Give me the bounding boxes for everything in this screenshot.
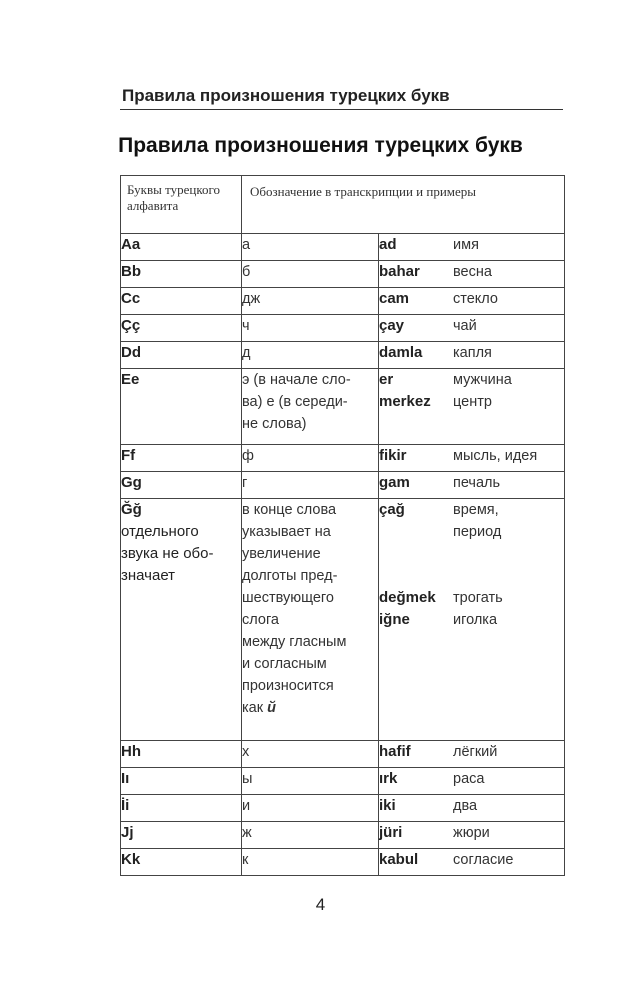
example-word: hafif <box>379 743 411 760</box>
example-translation: весна <box>453 264 492 280</box>
transcription-cell <box>242 795 379 822</box>
example-line <box>379 391 564 413</box>
table-row <box>121 499 565 741</box>
example-translation <box>453 499 502 540</box>
example-translation: жюри <box>453 825 490 841</box>
example-word: kabul <box>379 851 419 868</box>
letter-cell <box>121 499 242 741</box>
example-line <box>379 795 564 817</box>
table-header-row <box>121 176 565 234</box>
transcription-line <box>242 675 378 697</box>
transcription-cell <box>242 472 379 499</box>
letter-note-line: значает <box>121 567 176 584</box>
example-word: fikir <box>379 447 407 464</box>
transcription-cell <box>242 445 379 472</box>
letter-cell <box>121 822 242 849</box>
letter-cell <box>121 234 242 261</box>
transcription-cell <box>242 234 379 261</box>
table-row <box>121 288 565 315</box>
letter: Iı <box>121 770 130 787</box>
letter-cell <box>121 369 242 445</box>
table-row <box>121 261 565 288</box>
letter-cell <box>121 288 242 315</box>
translation-line: время, <box>453 502 499 518</box>
translation-line: период <box>453 524 502 540</box>
example-translation: иголка <box>453 612 498 628</box>
transcription-cell <box>242 342 379 369</box>
table-row <box>121 234 565 261</box>
examples-cell <box>379 472 565 499</box>
example-translation: лёгкий <box>453 744 498 760</box>
running-head: Правила произношения турецких букв <box>122 86 450 105</box>
transcription-line <box>242 499 378 521</box>
example-word: ırk <box>379 770 398 787</box>
examples-cell <box>379 315 565 342</box>
transcription-text: шествующего <box>242 590 334 606</box>
example-word: gam <box>379 474 410 491</box>
example-line <box>379 768 564 790</box>
transcription-cell <box>242 288 379 315</box>
letter: Ee <box>121 371 140 388</box>
letter-cell <box>121 261 242 288</box>
table-row <box>121 849 565 876</box>
example-line <box>379 445 564 467</box>
examples-cell <box>379 822 565 849</box>
example-line <box>379 609 564 631</box>
transcription-line <box>242 565 378 587</box>
transcription-text: б <box>242 264 251 280</box>
examples-cell <box>379 445 565 472</box>
transcription-cell <box>242 741 379 768</box>
letter-cell <box>121 795 242 822</box>
transcription-text: как <box>242 700 268 716</box>
letter: Hh <box>121 743 141 760</box>
letter: Ff <box>121 447 136 464</box>
transcription-cell <box>242 849 379 876</box>
transcription-text: д <box>242 345 251 361</box>
examples-cell <box>379 768 565 795</box>
example-translation: мысль, идея <box>453 448 538 464</box>
transcription-text: и согласным <box>242 656 327 672</box>
table-row <box>121 369 565 445</box>
example-word: cam <box>379 290 410 307</box>
example-word: jüri <box>379 824 403 841</box>
transcription-text: произносится <box>242 678 334 694</box>
transcription-text: а <box>242 237 251 253</box>
example-line <box>379 288 564 310</box>
example-word: bahar <box>379 263 420 280</box>
table-row <box>121 342 565 369</box>
example-translation: два <box>453 798 478 814</box>
table-row <box>121 822 565 849</box>
transcription-text: к <box>242 852 249 868</box>
transcription-emphasis: й <box>267 700 276 716</box>
transcription-text: ч <box>242 318 250 334</box>
header-rule <box>120 109 563 110</box>
example-line <box>379 587 564 609</box>
transcription-text: указывает на <box>242 524 331 540</box>
example-line <box>379 369 564 391</box>
transcription-text: и <box>242 798 251 814</box>
letter: Ğğ <box>121 501 142 518</box>
table-row <box>121 795 565 822</box>
example-translation: имя <box>453 237 479 253</box>
example-translation: стекло <box>453 291 498 307</box>
header-transcription: Обозначение в транскрипции и примеры <box>242 176 565 234</box>
transcription-text: ва) е (в середи- <box>242 394 348 410</box>
example-translation: мужчина <box>453 372 512 388</box>
transcription-line <box>242 697 378 719</box>
letter: Kk <box>121 851 141 868</box>
example-line <box>379 342 564 364</box>
letter-cell <box>121 768 242 795</box>
transcription-text: э (в начале сло- <box>242 372 351 388</box>
transcription-cell <box>242 369 379 445</box>
example-translation: трогать <box>453 590 503 606</box>
example-word: iki <box>379 797 396 814</box>
example-line <box>379 741 564 763</box>
letter-note-line: отдельного <box>121 523 199 540</box>
letter: Dd <box>121 344 141 361</box>
examples-cell <box>379 795 565 822</box>
transcription-text: х <box>242 744 250 760</box>
letter: Bb <box>121 263 141 280</box>
examples-cell <box>379 288 565 315</box>
example-translation: печаль <box>453 475 501 491</box>
examples-cell <box>379 741 565 768</box>
example-word: merkez <box>379 393 431 410</box>
transcription-text: между гласным <box>242 634 347 650</box>
example-line <box>379 315 564 337</box>
transcription-line <box>242 521 378 543</box>
transcription-line <box>242 653 378 675</box>
example-word: çay <box>379 317 405 334</box>
example-line <box>379 234 564 256</box>
letter-cell <box>121 445 242 472</box>
examples-cell <box>379 261 565 288</box>
letter: Cc <box>121 290 141 307</box>
examples-cell <box>379 499 565 741</box>
transcription-text: г <box>242 475 248 491</box>
transcription-line <box>242 543 378 565</box>
transcription-cell <box>242 822 379 849</box>
letter: Aa <box>121 236 141 253</box>
example-word: iğne <box>379 611 410 628</box>
example-line <box>379 472 564 494</box>
examples-cell <box>379 369 565 445</box>
transcription-text: не слова) <box>242 416 307 432</box>
example-translation: согласие <box>453 852 514 868</box>
example-line <box>379 849 564 871</box>
transcription-line <box>242 609 378 631</box>
transcription-line <box>242 413 378 435</box>
transcription-line <box>242 587 378 609</box>
table-row <box>121 445 565 472</box>
transcription-text: дж <box>242 291 261 307</box>
letter-cell <box>121 342 242 369</box>
letter-cell <box>121 741 242 768</box>
transcription-line <box>242 631 378 653</box>
transcription-line <box>242 391 378 413</box>
example-word: ad <box>379 236 397 253</box>
letter: Jj <box>121 824 134 841</box>
table-row <box>121 741 565 768</box>
table-row <box>121 768 565 795</box>
transcription-text: ы <box>242 771 253 787</box>
example-word: damla <box>379 344 423 361</box>
example-word: çağ <box>379 501 405 518</box>
letter: İi <box>121 797 130 814</box>
letter: Çç <box>121 317 141 334</box>
example-translation: центр <box>453 394 492 410</box>
letter-cell <box>121 315 242 342</box>
table-row <box>121 315 565 342</box>
transcription-text: в конце слова <box>242 502 337 518</box>
example-line <box>379 261 564 283</box>
example-translation: раса <box>453 771 485 787</box>
letter-cell <box>121 472 242 499</box>
transcription-text: долготы пред- <box>242 568 338 584</box>
transcription-cell <box>242 315 379 342</box>
example-translation: капля <box>453 345 492 361</box>
header-letters: Буквы турецкого алфавита <box>121 176 242 234</box>
transcription-cell <box>242 499 379 741</box>
transcription-cell <box>242 768 379 795</box>
page-number: 4 <box>315 895 326 914</box>
example-word: er <box>379 371 394 388</box>
examples-cell <box>379 849 565 876</box>
letter-note-line: звука не обо- <box>121 545 214 562</box>
example-line <box>379 822 564 844</box>
letter: Gg <box>121 474 142 491</box>
pronunciation-table <box>120 175 565 876</box>
transcription-text: слога <box>242 612 279 628</box>
transcription-text: увеличение <box>242 546 321 562</box>
examples-cell <box>379 234 565 261</box>
example-translation: чай <box>453 318 477 334</box>
examples-cell <box>379 342 565 369</box>
example-word: değmek <box>379 589 436 606</box>
transcription-line <box>242 369 378 391</box>
transcription-text: ф <box>242 448 254 464</box>
transcription-cell <box>242 261 379 288</box>
example-line <box>379 499 564 540</box>
transcription-text: ж <box>242 825 252 841</box>
letter-cell <box>121 849 242 876</box>
table-row <box>121 472 565 499</box>
page-title: Правила произношения турецких букв <box>118 134 523 157</box>
